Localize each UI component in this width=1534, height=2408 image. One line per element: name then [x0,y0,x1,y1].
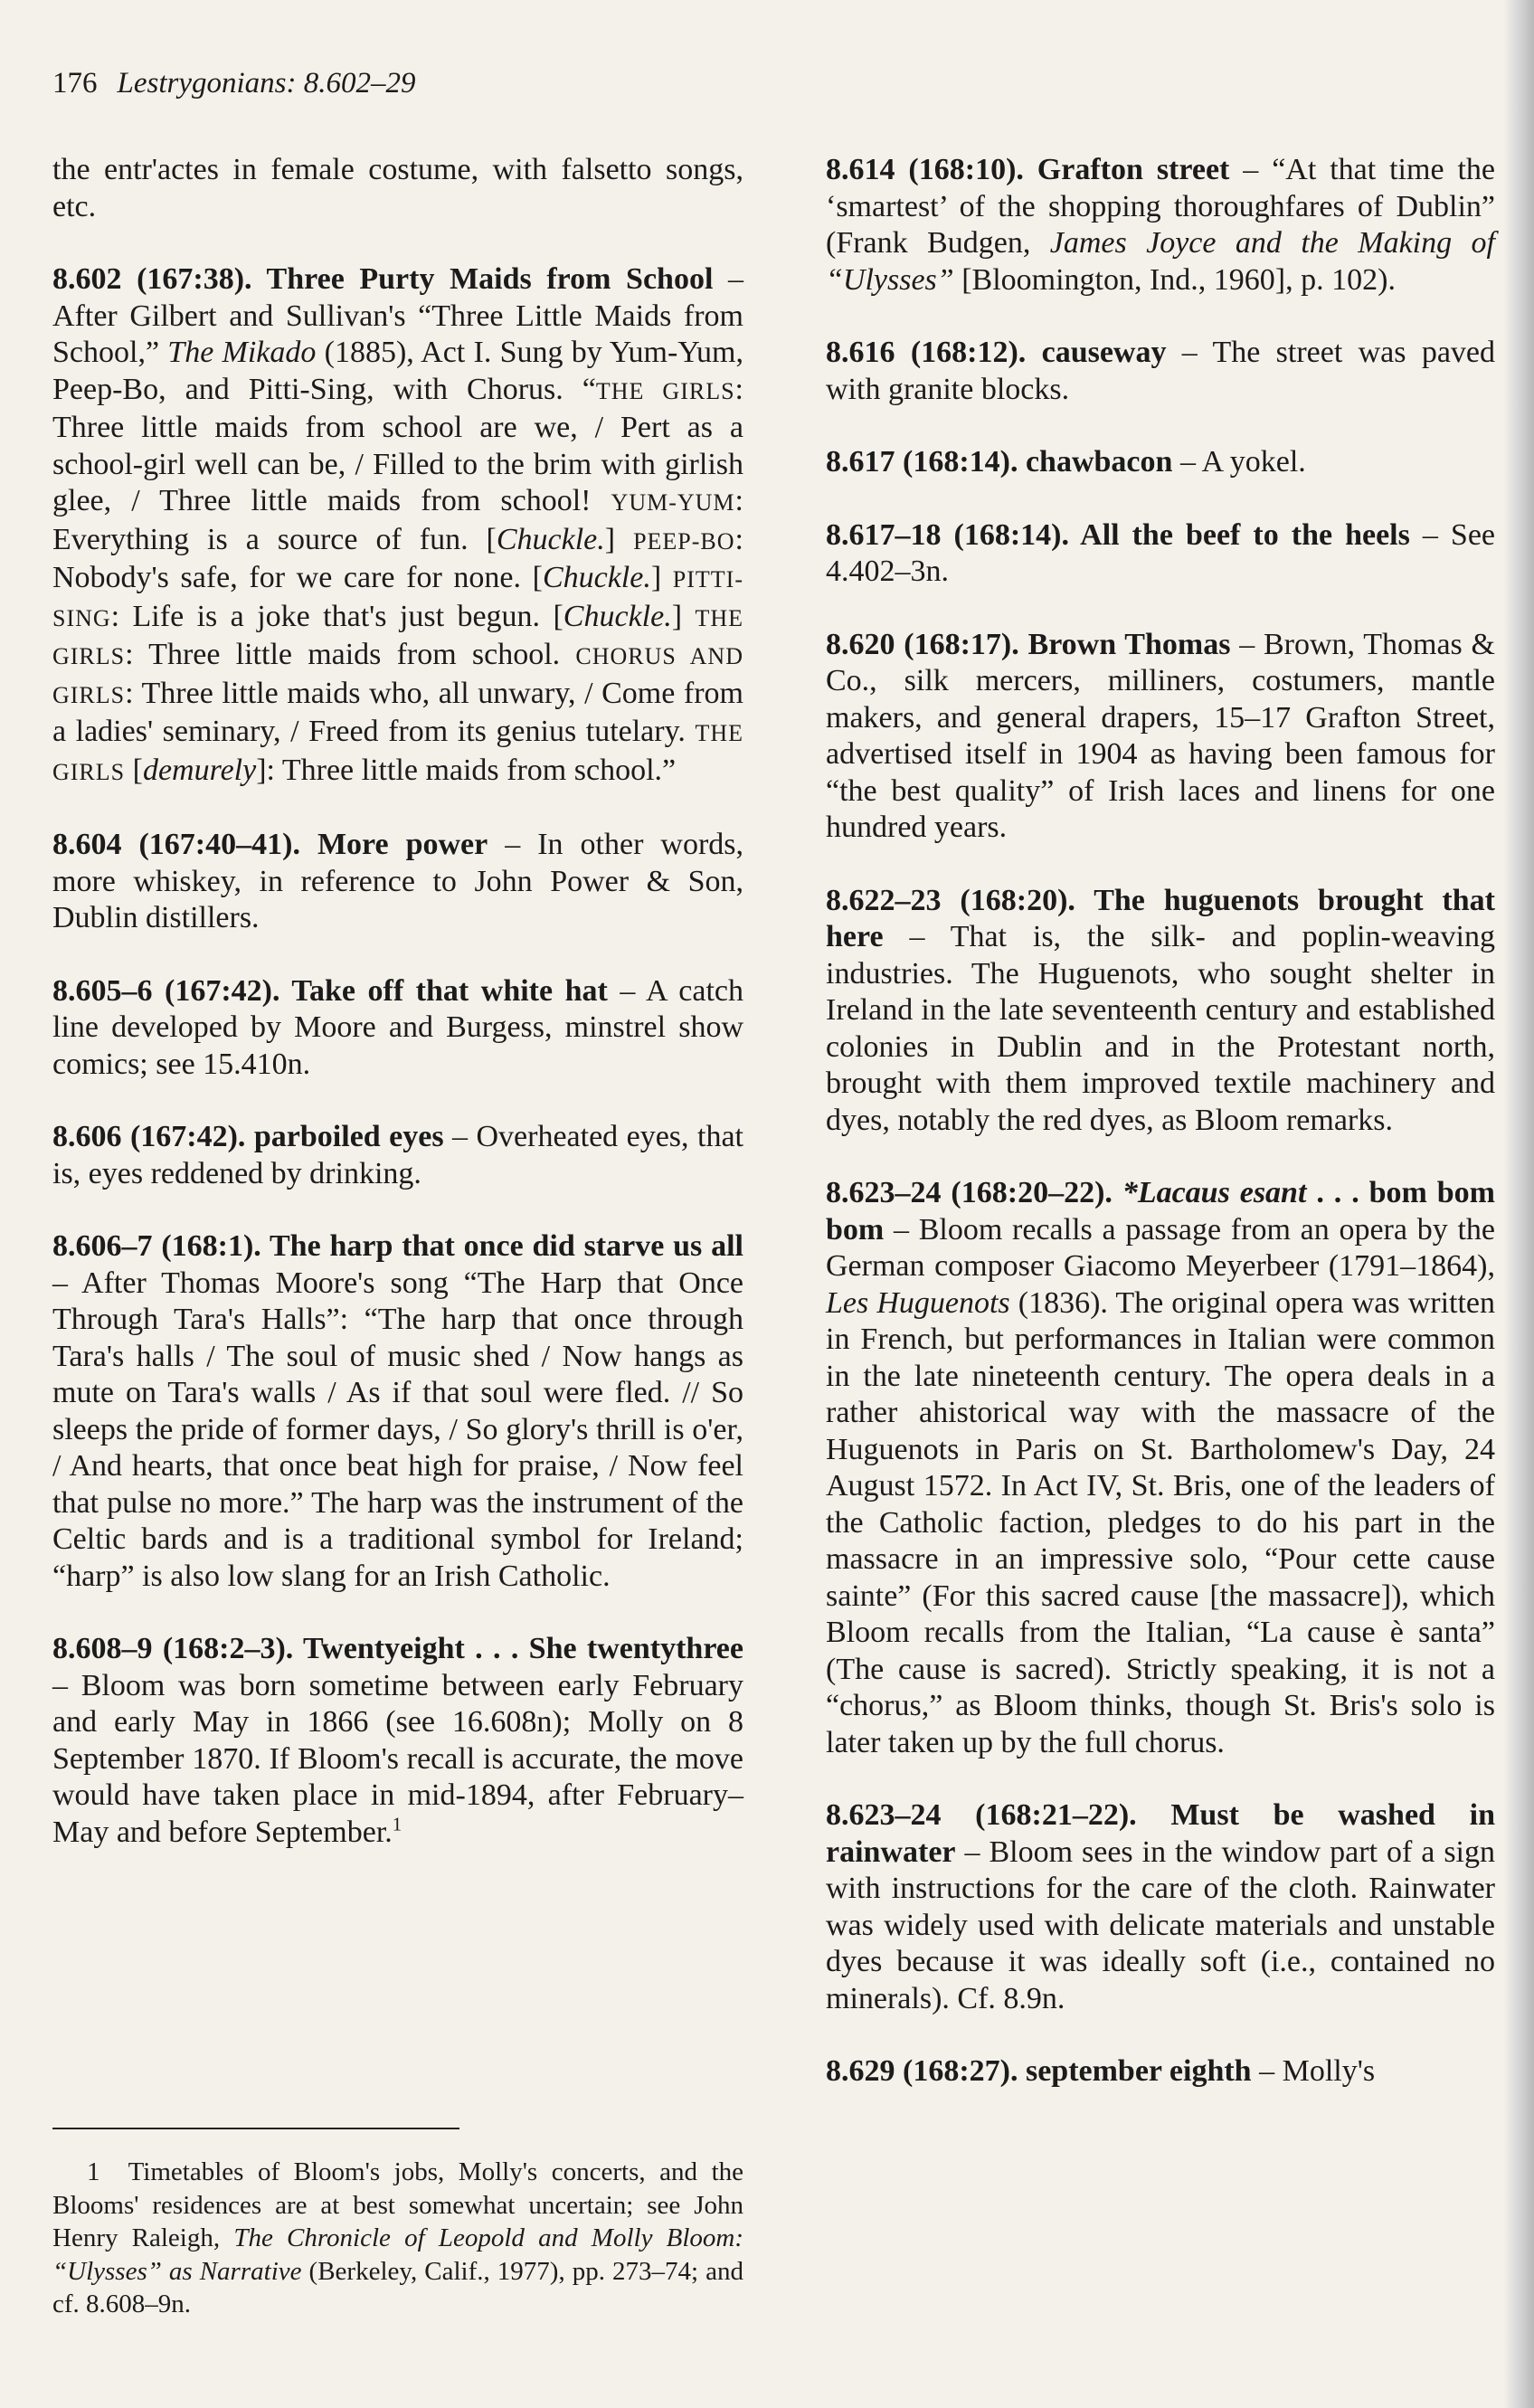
entry-8-620: 8.620 (168:17). Brown Thomas – Brown, Thomas & Co., silk mercers, milliners, costumers, mantle makers, and general drapers, 15–17 Grafton Street, advertised itself in 1904 as having been famous for “the best quality” of Irish laces and linens for one hundred years. [826,627,1495,844]
entry-8-605: 8.605–6 (167:42). Take off that white hat – A catch line developed by Moore and Burgess, minstrel show comics; see 15.410n. [52,973,743,1081]
stage-direction: Chuckle. [563,599,672,633]
running-title: Lestrygonians: 8.602–29 [117,67,416,100]
speaker: YUM-YUM [611,489,735,516]
work-title: The Mikado [167,336,317,369]
entry-8-606-7: 8.606–7 (168:1). The harp that once did starve us all – After Thomas Moore's song “The Harp that Once Through Tara's Halls”: “The harp that once through Tara's halls / The soul of music shed / Now hangs as mute on Tara's walls / As if that soul were fled. // So sleeps the pride of former days, / So glory's thrill is o'er, / And hearts, that once beat high for praise, / Now feel that pulse no more.” The harp was the instrument of the Celtic bards and is a traditional symbol for Ireland; “harp” is also low slang for an Irish Catholic. [52,1229,743,1593]
entry-8-608: 8.608–9 (168:2–3). Twentyeight . . . She twentythree – Bloom was born sometime between early February and early May in 1866 (see 16.608n); Molly on 8 September 1870. If Bloom's recall is accurate, the move would have taken place in mid-1894, after February–May and before September.$^1$ [52,1632,743,1849]
speaker: THE GIRLS [52,604,743,669]
page-number: 176 [52,67,98,100]
entry-heading: 8.629 (168:27). september eighth [826,2054,1252,2088]
stage-direction: demurely [142,753,257,787]
entry-8-606: 8.606 (167:42). parboiled eyes – Overheated eyes, that is, eyes reddened by drinking. [52,1120,743,1190]
work-title: The Chronicle of Leopold and Molly Bloom: “Ulysses” as Narrative [52,2223,743,2286]
entry-8-617-18: 8.617–18 (168:14). All the beef to the heels – See 4.402–3n. [826,517,1495,588]
speaker: PITTI-SING [52,566,743,631]
speaker: THE GIRLS [52,720,743,785]
entry-8-602: 8.602 (167:38). Three Purty Maids from School – After Gilbert and Sullivan's “Three Little Maids from School,” The Mikado (1885), Act I. Sung by Yum-Yum, Peep-Bo, and Pitti-Sing, with Chorus. “THE GIRLS: Three little maids from school are we, / Pert as a school-girl well can be, / Filled to the brim with girlish glee, / Three little maids from school! YUM-YUM: Everything is a source of fun. [Chuckle.] PEEP-BO: Nobody's safe, for we care for none. [Chuckle.] PITTI-SING: Life is a joke that's just begun. [Chuckle.] THE GIRLS: Three little maids from school. CHORUS AND GIRLS: Three little maids who, all unwary, / Come from a ladies' seminary, / Freed from its genius tutelary. THE GIRLS [demurely]: Three little maids from school.” [52,262,743,787]
entry-8-623-rainwater: 8.623–24 (168:21–22). Must be washed in rainwater – Bloom sees in the window part of a sign with instructions for the care of the cloth. Rainwater was widely used with delicate materials and unstable dyes because it was ideally soft (i.e., contained no minerals). Cf. 8.9n. [826,1798,1495,2015]
entry-heading: 8.623–24 (168:21–22). Must be washed in rainwater [826,1798,1495,1869]
right-column [826,152,1495,2127]
intro-paragraph: the entr'actes in female costume, with falsetto songs, etc. [52,153,743,223]
footnote-number: 1 [87,2157,100,2186]
entry-heading: 8.617 (168:14). chawbacon [826,445,1173,479]
entry-heading: 8.623–24 (168:20–22). *Lacaus esant . . . bom bom bom [826,1176,1495,1247]
entry-8-623-lacaus: 8.623–24 (168:20–22). *Lacaus esant . . . bom bom bom – Bloom recalls a passage from an opera by the German composer Giacomo Meyerbeer (1791–1864), Les Huguenots (1836). The original opera was written in French, but performances in Italian were common in the late nineteenth century. The opera deals in a rather ahistorical way with the massacre of the Huguenots in Paris on St. Bartholomew's Day, 24 August 1572. In Act IV, St. Bris, one of the leaders of the Catholic faction, pledges to do his part in the massacre in an impressive solo, “Pour cette cause sainte” (For this sacred cause [the massacre]), which Bloom recalls from the Italian, “La cause è santa” (The cause is sacred). Strictly speaking, it is not a “chorus,” as Bloom thinks, though St. Bris's solo is later taken up by the full chorus. [826,1176,1496,1759]
work-title: James Joyce and the Making of “Ulysses” [826,226,1495,297]
entry-heading: 8.617–18 (168:14). All the beef to the heels [826,517,1410,552]
entry-heading: 8.616 (168:12). causeway [826,336,1167,369]
entry-8-614: 8.614 (168:10). Grafton street – “At that time the ‘smartest’ of the shopping thoroughfares of Dublin” (Frank Budgen, James Joyce and the Making of “Ulysses” [Bloomington, Ind., 1960], p. 102). [826,153,1495,297]
entry-heading: 8.605–6 (167:42). Take off that white hat [52,973,608,1008]
entry-heading: 8.608–9 (168:2–3). Twentyeight . . . She twentythree [52,1632,743,1665]
running-head [52,65,416,101]
entry-heading: 8.604 (167:40–41). More power [52,828,488,861]
speaker: PEEP-BO [633,527,735,555]
entry-heading: 8.602 (167:38). Three Purty Maids from School [52,262,714,296]
entry-8-617: 8.617 (168:14). chawbacon – A yokel. [826,445,1306,479]
speaker: CHORUS AND GIRLS [52,643,743,708]
entry-8-616: 8.616 (168:12). causeway – The street was paved with granite blocks. [826,336,1495,406]
entry-heading: 8.614 (168:10). Grafton street [826,153,1230,186]
left-column [52,152,743,1887]
page-edge-shadow [1503,0,1534,2408]
footnote: 1 Timetables of Bloom's jobs, Molly's concerts, and the Blooms' residences are at best somewhat uncertain; see John Henry Raleigh, The Chronicle of Leopold and Molly Bloom: “Ulysses” as Narrative (Berkeley, Calif., 1977), pp. 273–74; and cf. 8.608–9n. [52,2157,744,2318]
entry-heading: 8.606–7 (168:1). The harp that once did starve us all [52,1229,743,1263]
footnote-reference[interactable]: 1 [392,1813,402,1835]
entry-heading: 8.620 (168:17). Brown Thomas [826,627,1231,661]
stage-direction: Chuckle. [542,561,651,594]
entry-heading: 8.606 (167:42). parboiled eyes [52,1120,444,1153]
entry-8-629: 8.629 (168:27). september eighth – Molly's [826,2054,1376,2088]
footnote-divider [52,2128,459,2129]
entry-8-622: 8.622–23 (168:20). The huguenots brought that here – That is, the silk- and poplin-weaving industries. The Huguenots, who sought shelter in Ireland in the late seventeenth century and established colonies in Dublin and in the Protestant north, brought with them improved textile machinery and dyes, notably the red dyes, as Bloom remarks. [826,883,1495,1137]
entry-heading: 8.622–23 (168:20). The huguenots brought that here [826,883,1495,953]
work-title: Les Huguenots [826,1285,1010,1320]
entry-8-604: 8.604 (167:40–41). More power – In other words, more whiskey, in reference to John Power & Son, Dublin distillers. [52,828,743,934]
stage-direction: Chuckle. [496,522,605,556]
speaker: THE GIRLS [595,377,735,404]
